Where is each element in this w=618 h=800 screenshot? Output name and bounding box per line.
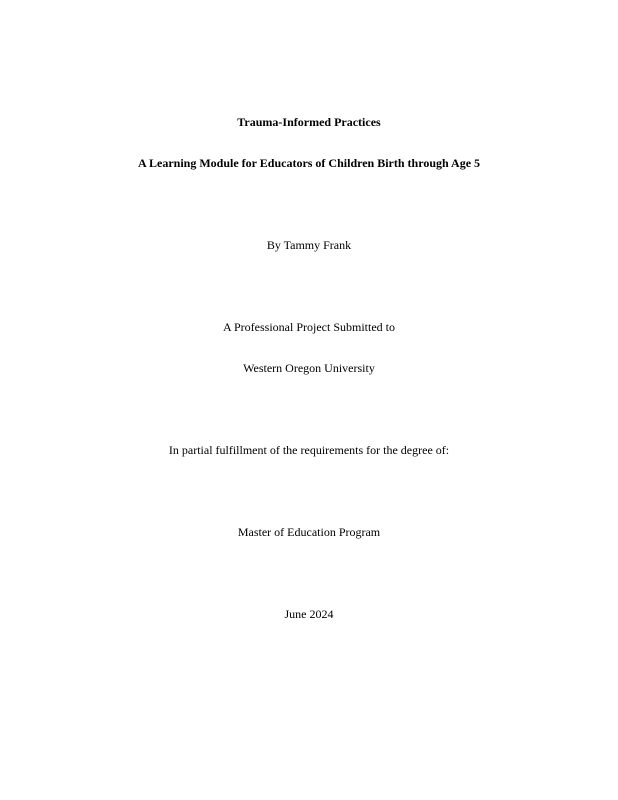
fulfillment-line: In partial fulfillment of the requirements for the degree of: [168, 443, 450, 457]
submission-date: June 2024 [284, 607, 334, 621]
institution-name: Western Oregon University [243, 361, 375, 375]
degree-name: Master of Education Program [237, 525, 381, 539]
document-subtitle: A Learning Module for Educators of Children Birth through Age 5 [137, 156, 481, 170]
submission-line: A Professional Project Submitted to [223, 320, 395, 334]
document-title: Trauma-Informed Practices [237, 115, 381, 129]
author-line: By Tammy Frank [266, 238, 352, 252]
